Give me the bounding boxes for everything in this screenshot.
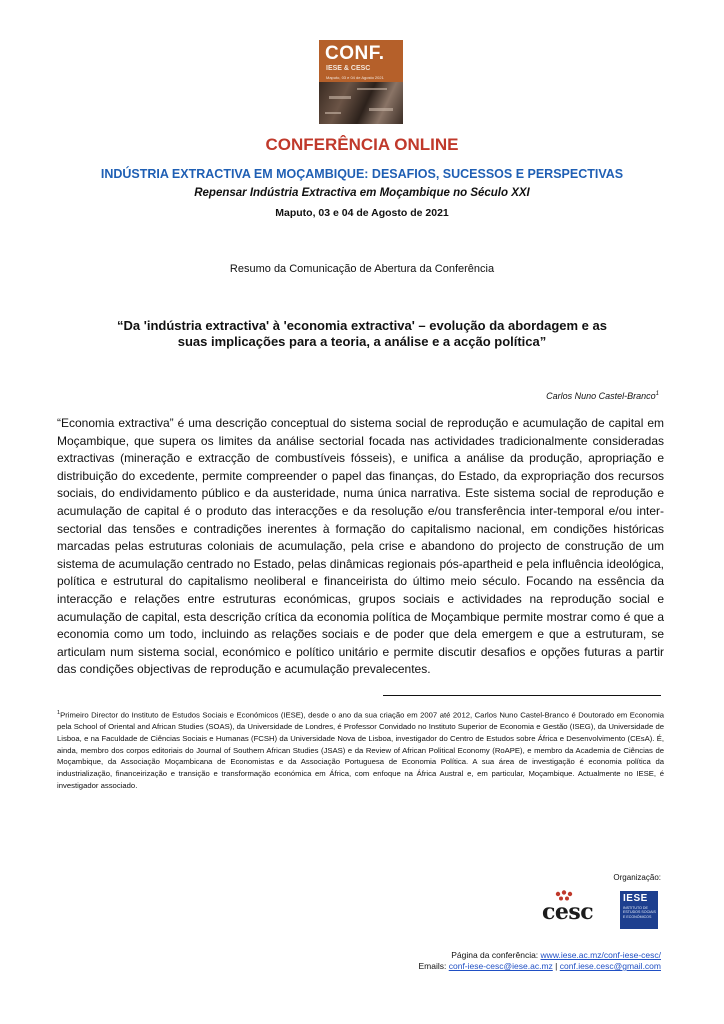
- logo-organizers: IESE & CESC: [326, 65, 371, 72]
- author-name: Carlos Nuno Castel-Branco: [546, 391, 656, 401]
- conference-page-link[interactable]: www.iese.ac.mz/conf-iese-cesc/: [540, 950, 661, 960]
- conference-logo: [319, 40, 403, 124]
- conference-page-line: [418, 950, 661, 961]
- cesc-logo: [536, 890, 600, 930]
- emails-label: Emails:: [418, 961, 447, 971]
- conference-page-label: Página da conferência:: [451, 950, 539, 960]
- iese-subtitle: INSTITUTO DE ESTUDOS SOCIAIS E ECONÓMICOS: [623, 906, 656, 919]
- conference-title: CONFERÊNCIA ONLINE: [265, 135, 459, 154]
- emails-line: [418, 961, 661, 972]
- contact-block: [418, 950, 661, 972]
- email-separator: |: [555, 961, 558, 971]
- footnote: [57, 708, 664, 791]
- author-line: [546, 391, 659, 401]
- conference-tagline: Repensar Indústria Extractiva em Moçambique no Século XXI: [194, 187, 530, 199]
- email-link-gmail[interactable]: conf.iese.cesc@gmail.com: [559, 961, 661, 971]
- iese-wordmark: IESE: [623, 893, 648, 904]
- conference-date: Maputo, 03 e 04 de Agosto de 2021: [275, 207, 449, 219]
- organization-label: Organização:: [613, 873, 661, 882]
- document-type: Resumo da Comunicação de Abertura da Conferência: [229, 263, 495, 275]
- footnote-divider: [383, 695, 661, 696]
- email-link-iese[interactable]: conf-iese-cesc@iese.ac.mz: [448, 961, 553, 971]
- iese-logo: [620, 891, 658, 929]
- author-footnote-mark: 1: [655, 391, 659, 397]
- cesc-wordmark: cesc: [542, 899, 594, 925]
- footnote-text: Primeiro Director do Instituto de Estudos Sociais e Económicos (IESE), desde o ano da sua criação em 2007 até 2012, Carlos Nuno Castel-Branco é Doutorado em Economia pela School of Oriental and African Studies (SOAS), da Universidade de Londres, é Professor Convidado no Instituto Superior de Economia e Gestão (ISEG), da Universidade de Lisboa, e na Faculdade de Ciências Sociais e Humanas (FCSH) da Universidade Nova de Lisboa, investigador do Centro de Estudos sobre África e Desenvolvimento (CEsA). É, ainda, membro dos corpos editoriais do Journal of Southern African Studies (JSAS) e da Review of African Political Economy (RoAPE), e membro da Academia de Ciências de Moçambique, da Associação Moçambicana de Economistas e da Associação Portuguesa de Economia Política. A sua área de investigação é economia política da industrialização, financeirização e transição e transformação económica em África, com enfoque na África Austral e, em particular, Moçambique. Actualmente no IESE, é investigador associado.: [57, 710, 664, 790]
- abstract-paragraph: “Economia extractiva” é uma descrição conceptual do sistema social de reprodução e acumulação de capital em Moçambique, que supera os limites da análise sectorial focada nas actividades tradicionalmente consideradas extractivas (mineração e extracção de combustíveis fósseis), e unifica a análise da produção, apropriação e distribuição do excedente, permite compreender o papel das finanças, do Estado, da expropriação dos recursos sociais, do endividamento público e da austeridade, numa única narrativa. Este sistema social de reprodução e acumulação de capital é o produto das interacções e da resolução e/ou transferência inter-temporal e/ou inter-sectorial das tensões e contradições inerentes à formação do capitalismo nacional, em condições históricas marcadas pelas estruturas coloniais de acumulação, pela crise e abandono do projecto de construção de um sistema de acumulação centrado no Estado, pelas dinâmicas regionais pós-apartheid e pela influência ideológica, política e estrutural do capitalismo neoliberal e financeirista do último meio século. Focando na essência da interacção e relações entre estruturas económicas, grupos sociais e actividades na reprodução social e acumulação de capital, esta descrição crítica da economia política de Moçambique permite mostrar como é que a economia como um todo, incluindo as relações sociais e de poder que dela emergem e que a estruturam, se articulam num sistema social, económico e político unitário e permite discutir desafios e opções futuras a partir das condições objectivas de reprodução e acumulação prevalecentes.: [57, 416, 664, 677]
- logo-name: CONF.: [325, 43, 385, 64]
- logo-date: Maputo, 03 e 04 de Agosto 2021: [326, 75, 384, 80]
- logo-photo: [319, 82, 403, 124]
- conference-subtitle: INDÚSTRIA EXTRACTIVA EM MOÇAMBIQUE: DESAFIOS, SUCESSOS E PERSPECTIVAS: [100, 167, 624, 181]
- talk-title: “Da 'indústria extractiva' à 'economia extractiva' – evolução da abordagem e as suas implicações para a teoria, a análise e a acção política”: [117, 318, 607, 349]
- footnote-mark: 1: [57, 710, 61, 716]
